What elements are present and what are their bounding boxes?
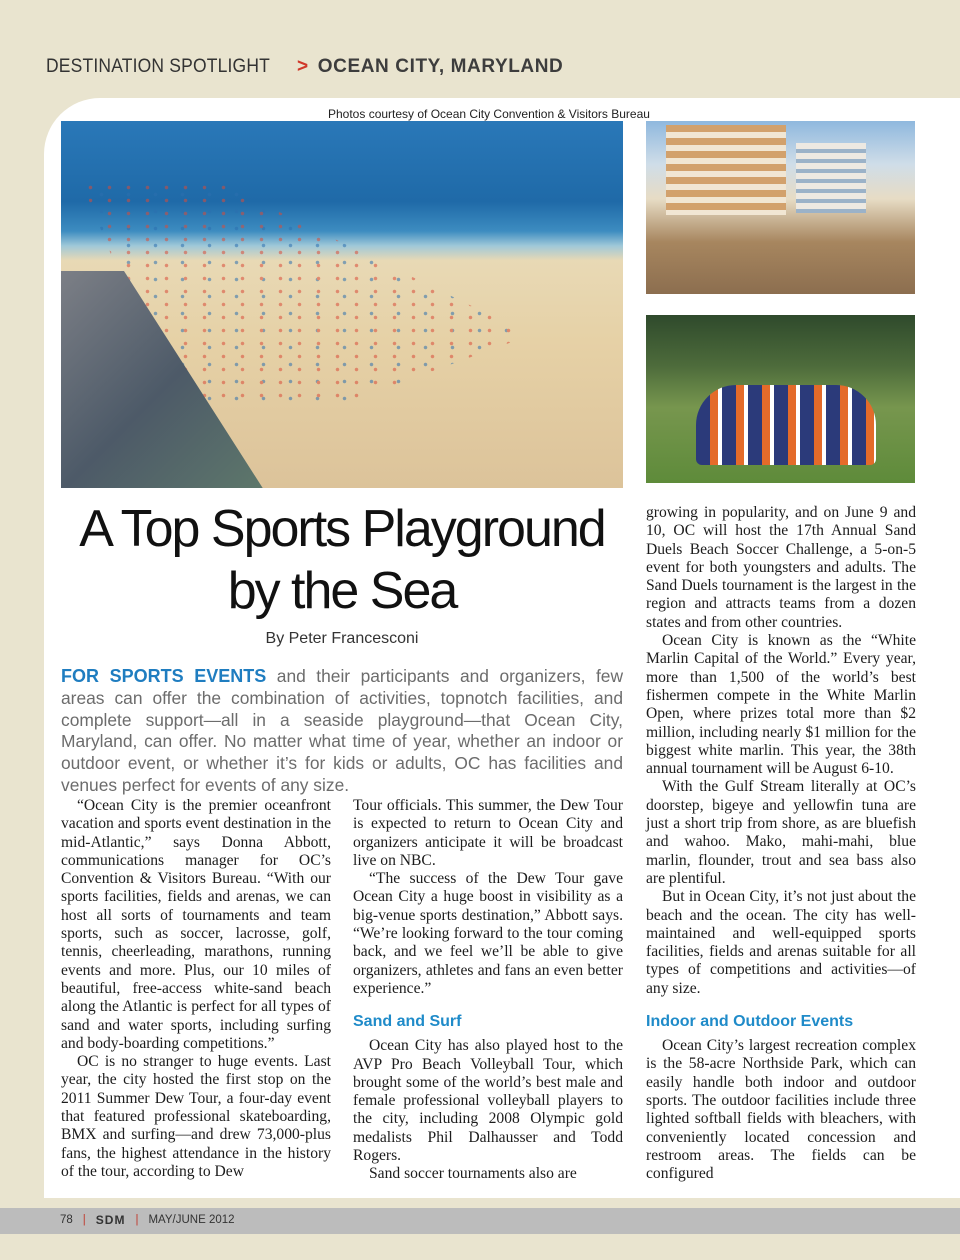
headline-line-2: by the Sea xyxy=(227,562,457,620)
footer-separator: | xyxy=(82,1214,86,1226)
location-label: OCEAN CITY, MARYLAND xyxy=(317,56,564,77)
header-arrow: > xyxy=(296,56,309,77)
paragraph: With the Gulf Stream literally at OC’s doorstep, bigeye and yellowfin tuna are just a short trip from shore, as are bluefish and wahoo. Mako, mahi-mahi, blue marlin, flounder, trout and sea bass also are plentiful. xyxy=(646,778,916,887)
body-column-1 xyxy=(61,797,331,1181)
section-label: DESTINATION SPOTLIGHT xyxy=(46,56,271,77)
deck-lead: FOR SPORTS EVENTS xyxy=(61,666,267,686)
paragraph: Sand soccer tournaments also are xyxy=(369,1165,577,1183)
page-number: 78 xyxy=(60,1214,73,1226)
paragraph: growing in popularity, and on June 9 and 10, OC will host the 17th Annual Sand Duels Beach Soccer Challenge, a 5-on-5 event for both youngsters and adults. The Sand Duels tournament is the largest in the region and attracts teams from a dozen states and from other countries. xyxy=(646,504,916,631)
hotel-building-secondary xyxy=(796,143,866,213)
article-deck xyxy=(61,666,623,797)
headline-line-1: A Top Sports Playground xyxy=(79,500,605,558)
boardwalk-photo xyxy=(646,121,915,294)
byline: By Peter Francesconi xyxy=(265,630,419,647)
body-column-3 xyxy=(646,504,916,1183)
magazine-name: SDM xyxy=(95,1213,126,1227)
footer-separator: | xyxy=(135,1214,139,1226)
lacrosse-team-photo xyxy=(646,315,915,483)
paragraph: Ocean City’s largest recreation complex is the 58-acre Northside Park, which can easily handle both indoor and outdoor sports. The outdoor facilities include three lighted softball fields with bleachers, with conveniently located concession and restroom areas. The fields can be configured xyxy=(646,1037,916,1183)
beach-photo xyxy=(61,121,623,488)
paragraph: Ocean City has also played host to the AVP Pro Beach Volleyball Tour, which brought some of the world’s best male and female professional volleyball players to the city, including 2008 Olympic gold medalists Phil Dalhausser and Todd Rogers. xyxy=(353,1037,623,1165)
subhead-indoor-outdoor: Indoor and Outdoor Events xyxy=(646,1013,854,1031)
page-header xyxy=(46,56,563,82)
body-column-2 xyxy=(353,797,623,1184)
paragraph: Tour officials. This summer, the Dew Tour is expected to return to Ocean City and organizers anticipate it will be broadcast live on NBC. xyxy=(353,797,623,869)
paragraph: Ocean City is known as the “White Marlin Capital of the World.” Every year, more than 1,500 of the world’s best fishermen compete in the White Marlin Open, where prizes total more than $2 million, including nearly $1 million for the biggest white marlin. This year, the 38th annual tournament will be August 6-10. xyxy=(646,632,916,778)
paragraph: “Ocean City is the premier oceanfront vacation and sports event destination in the mid-Atlantic,” says Donna Abbott, communications manager for OC’s Convention & Visitors Bureau. “With our sports facilities, fields and arenas, we can host all sorts of tournaments and team sports, such as soccer, lacrosse, golf, tennis, cheerleading, marathons, running events and more. Plus, our 10 miles of beautiful, free-access white-sand beach along the Atlantic is perfect for all types of sand and water sports, including surfing and body-boarding competitions.” xyxy=(61,797,331,1052)
page-footer xyxy=(0,1208,960,1234)
paragraph: But in Ocean City, it’s not just about the beach and the ocean. The city has well-maintained and well-equipped sports facilities, fields and arenas suitable for all types of competitions and activities—of any size. xyxy=(646,888,916,997)
deck-body: and their participants and organizers, few areas can offer the combination of activities, topnotch facilities, and complete support—all in a seaside playground—that Ocean City, Maryland, can offer. No matter what time of year, whether an indoor or outdoor event, or whether it’s for kids or adults, OC has facilities and venues perfect for events of any size. xyxy=(61,666,624,795)
article-headline xyxy=(61,498,623,622)
paragraph: “The success of the Dew Tour gave Ocean City a huge boost in visibility as a big-venue sports destination,” Abbott says. “We’re looking forward to the tour coming back, and we feel we’ll be able to give organizers, athletes and fans an even better experience.” xyxy=(353,870,623,997)
issue-date: MAY/JUNE 2012 xyxy=(148,1214,235,1226)
hotel-building xyxy=(666,125,786,215)
photo-credit: Photos courtesy of Ocean City Convention & Visitors Bureau xyxy=(328,107,650,121)
lacrosse-team-huddle xyxy=(696,385,876,465)
subhead-sand-and-surf: Sand and Surf xyxy=(353,1013,462,1031)
paragraph: OC is no stranger to huge events. Last year, the city hosted the first stop on the 2011 Summer Dew Tour, a four-day event that featured professional skateboarding, BMX and surfing—and drew 73,000-plus fans, the highest attendance in the history of the tour, according to Dew xyxy=(61,1053,331,1180)
